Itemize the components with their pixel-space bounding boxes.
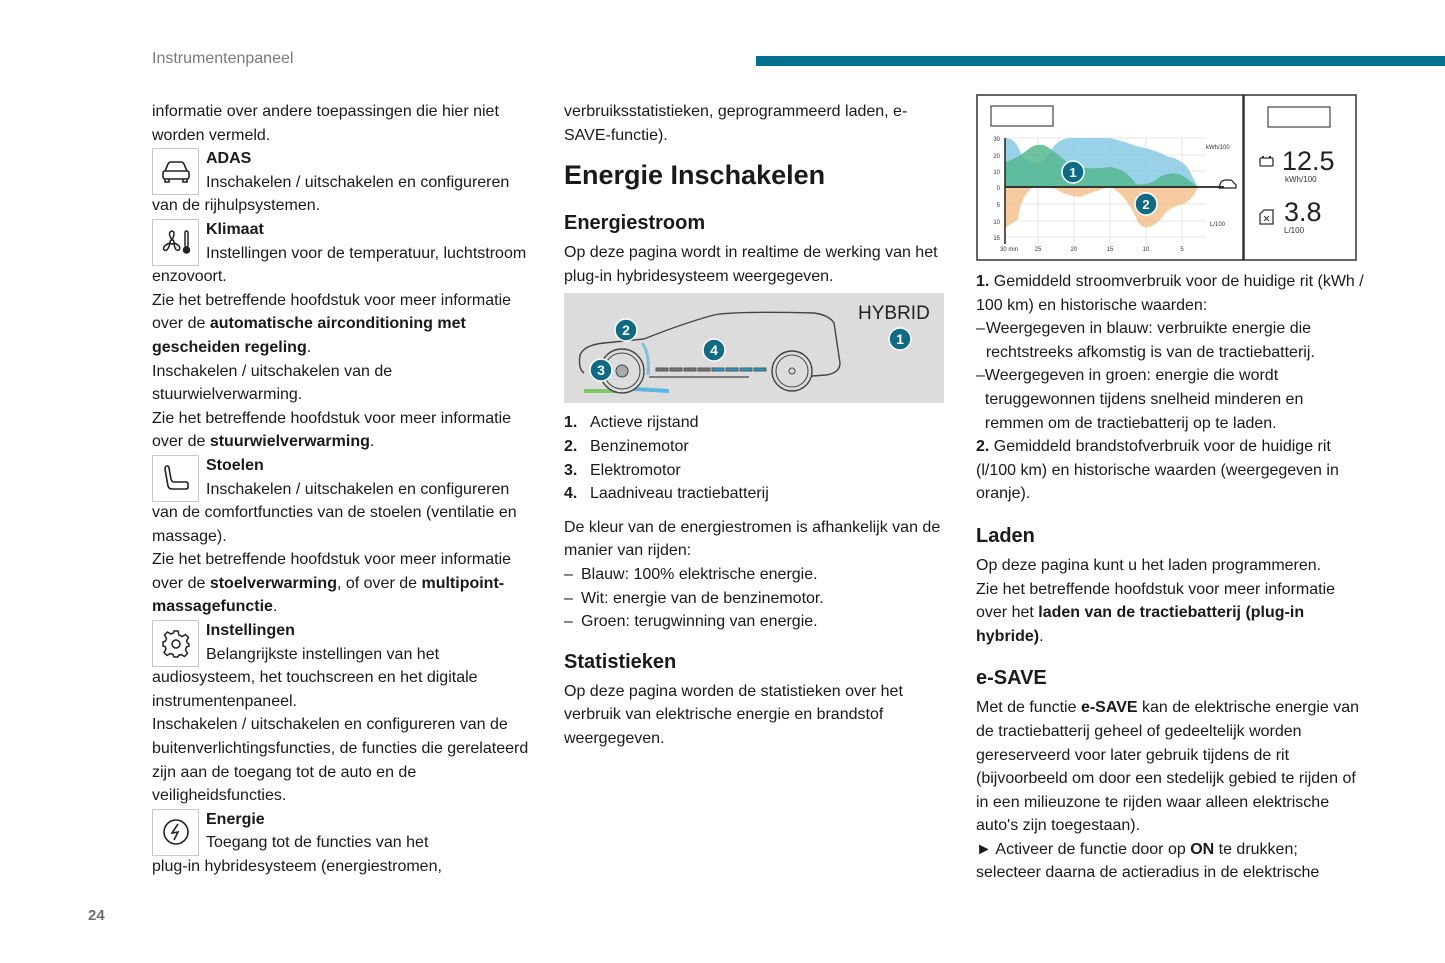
klimaat-reference-ac: Zie het betreffende hoofdstuk voor meer informatie over de automatische airconditioning met gescheiden regeling. [152, 291, 512, 356]
energie-inschakelen-heading: Energie Inschakelen [564, 160, 826, 191]
column-1 [152, 100, 542, 879]
charging-link-text: laden van de tractiebatterij (plug-in hybride) [976, 604, 1305, 645]
color-item: – Groen: terugwinning van energie. [564, 613, 818, 631]
stoelen-description: Inschakelen / uitschakelen en configureren [206, 480, 510, 498]
adas-title: ADAS [206, 150, 252, 168]
legend-item: 3. Elektromotor [564, 461, 681, 479]
svg-text:30 min: 30 min [999, 247, 1019, 253]
adas-description: Inschakelen / uitschakelen en configureren [206, 173, 510, 191]
instellingen-title: Instellingen [206, 622, 295, 640]
callout-3: 3 [597, 362, 605, 379]
item-1: 1. Gemiddeld stroomverbruik voor de huidige rit (kWh / 100 km) en historische waarden: [976, 273, 1364, 314]
item-2: 2. Gemiddeld brandstofverbruik voor de huidige rit (l/100 km) en historische waarden (weergegeven in oranje). [976, 438, 1339, 503]
laden-heading: Laden [976, 524, 1035, 547]
fuel-unit: L/100 [1284, 226, 1305, 235]
callout-4: 4 [710, 342, 718, 359]
svg-text:25: 25 [1034, 247, 1042, 253]
klimaat-description: Instellingen voor de temperatuur, luchtstroom [206, 244, 527, 262]
klimaat-reference-steering: Zie het betreffende hoofdstuk voor meer informatie over de stuurwielverwarming. [152, 409, 512, 451]
unit-l: L/100 [1210, 222, 1226, 228]
stoelen-section [152, 454, 542, 501]
energiestroom-heading: Energiestroom [564, 212, 706, 235]
item-1-sublist [976, 317, 1366, 435]
color-item: – Blauw: 100% elektrische energie. [564, 565, 818, 583]
gear-icon [152, 620, 199, 667]
sub-item: – Weergegeven in blauw: verbruikte energie die rechtstreeks afkomstig is van de tractiebatterij. [976, 320, 1315, 361]
klimaat-title: Klimaat [206, 220, 264, 238]
fan-thermometer-icon [152, 219, 199, 266]
svg-text:30: 30 [993, 137, 1000, 143]
steering-heat-link-text: stuurwielverwarming [209, 433, 370, 451]
hybrid-mode-label: HYBRID [858, 303, 930, 325]
sub-item: – Weergegeven in groen: energie die wordt teruggewonnen tijdens snelheid minderen en remmen om de tractiebatterij op te laden. [976, 367, 1304, 432]
page-number: 24 [88, 907, 105, 924]
section-title: Instrumentenpaneel [152, 50, 294, 67]
stoelen-description-cont: van de comfortfuncties van de stoelen (ventilatie en massage). [152, 504, 517, 545]
car-icon [152, 148, 199, 195]
energy-flow-figure [564, 293, 944, 403]
statistics-figure [976, 94, 1357, 261]
stats-callout-1: 1 [1069, 165, 1077, 180]
svg-text:20: 20 [1070, 247, 1078, 253]
svg-text:0: 0 [996, 186, 1000, 192]
laden-text: Op deze pagina kunt u het laden programmeren. [976, 556, 1322, 574]
esave-heading: e-SAVE [976, 667, 1047, 690]
esave-step: ► Activeer de functie door op ON te drukken; selecteer daarna de actieradius in de elektrische [976, 840, 1320, 882]
instellingen-description-cont: audiosysteem, het touchscreen en het digitale instrumentenpaneel. [152, 669, 478, 710]
adas-description-cont: van de rijhulpsystemen. [152, 197, 321, 215]
column-3 [976, 270, 1366, 885]
statistieken-heading: Statistieken [564, 650, 677, 673]
energiestroom-text: Op deze pagina wordt in realtime de werking van het plug-in hybridesysteem weergegeven. [564, 244, 938, 285]
color-intro: De kleur van de energiestromen is afhankelijk van de manier van rijden: [564, 518, 941, 560]
instellingen-section [152, 619, 542, 666]
stats-callout-2: 2 [1142, 197, 1150, 212]
svg-text:5: 5 [996, 203, 1000, 209]
esave-text: Met de functie e-SAVE kan de elektrische energie van de tractiebatterij geheel of gedeeltelijk worden gereserveerd voor later gebruik tijdens de rit (bijvoorbeeld om door een stedelijk gebied te rijden of in een milieuzone te rijden waar alleen elektrische auto's zijn toegestaan). [976, 699, 1360, 835]
statistieken-text: Op deze pagina worden de statistieken over het verbruik van elektrische energie en brandstof weergegeven. [564, 682, 903, 747]
color-list [564, 563, 954, 634]
seat-heat-link-text: stoelverwarming [209, 574, 337, 592]
stoelen-reference: Zie het betreffende hoofdstuk voor meer informatie over de stoelverwarming, of over de multipoint-massagefunctie. [152, 551, 512, 616]
instellingen-extra: Inschakelen / uitschakelen en configureren van de buitenverlichtingsfuncties, de functies die gerelateerd zijn aan de toegang tot de auto en de veiligheidsfuncties. [152, 716, 529, 805]
ac-link-text: automatische airconditioning met gescheiden regeling [152, 315, 466, 356]
color-item: – Wit: energie van de benzinemotor. [564, 589, 824, 607]
massage-link-text: multipoint-massagefunctie [152, 574, 505, 616]
adas-section [152, 147, 542, 194]
column-2 [564, 100, 954, 751]
energie-title: Energie [206, 810, 265, 828]
klimaat-description-cont: enzovoort. [152, 268, 227, 286]
legend-item: 1. Actieve rijstand [564, 414, 699, 432]
seat-icon [152, 455, 199, 502]
callout-2: 2 [622, 322, 630, 339]
svg-text:20: 20 [993, 154, 1000, 160]
energie-continuation: verbruiksstatistieken, geprogrammeerd laden, e-SAVE-functie). [564, 103, 908, 144]
unit-kwh: kWh/100 [1206, 145, 1230, 151]
electric-unit: kWh/100 [1285, 175, 1317, 184]
svg-text:15: 15 [1106, 247, 1114, 253]
svg-text:10: 10 [1142, 247, 1150, 253]
arrow-right-icon: ► [976, 840, 992, 858]
stoelen-title: Stoelen [206, 456, 264, 474]
header-accent-bar [756, 56, 1445, 66]
intro-text: informatie over andere toepassingen die hier niet worden vermeld. [152, 103, 499, 144]
energie-description: Toegang tot de functies van het [206, 834, 429, 852]
legend-item: 2. Benzinemotor [564, 437, 689, 455]
instellingen-description: Belangrijkste instellingen van het [206, 645, 440, 663]
svg-text:10: 10 [993, 220, 1000, 226]
svg-text:15: 15 [993, 236, 1000, 242]
lightning-circle-icon [152, 809, 199, 856]
laden-reference: Zie het betreffende hoofdstuk voor meer informatie over het laden van de tractiebatterij (plug-in hybride). [976, 580, 1336, 645]
klimaat-section [152, 218, 542, 265]
svg-text:10: 10 [993, 170, 1000, 176]
energie-description-cont: plug-in hybridesysteem (energiestromen, [152, 858, 442, 875]
legend-item: 4. Laadniveau tractiebatterij [564, 485, 769, 503]
energiestroom-legend [564, 411, 954, 505]
klimaat-steering-heat: Inschakelen / uitschakelen van de stuurwielverwarming. [152, 362, 393, 404]
callout-1: 1 [896, 331, 904, 348]
fuel-value: 3.8 [1284, 197, 1322, 227]
svg-text:5: 5 [1180, 247, 1184, 253]
energie-section [152, 808, 542, 855]
electric-value: 12.5 [1282, 146, 1335, 176]
